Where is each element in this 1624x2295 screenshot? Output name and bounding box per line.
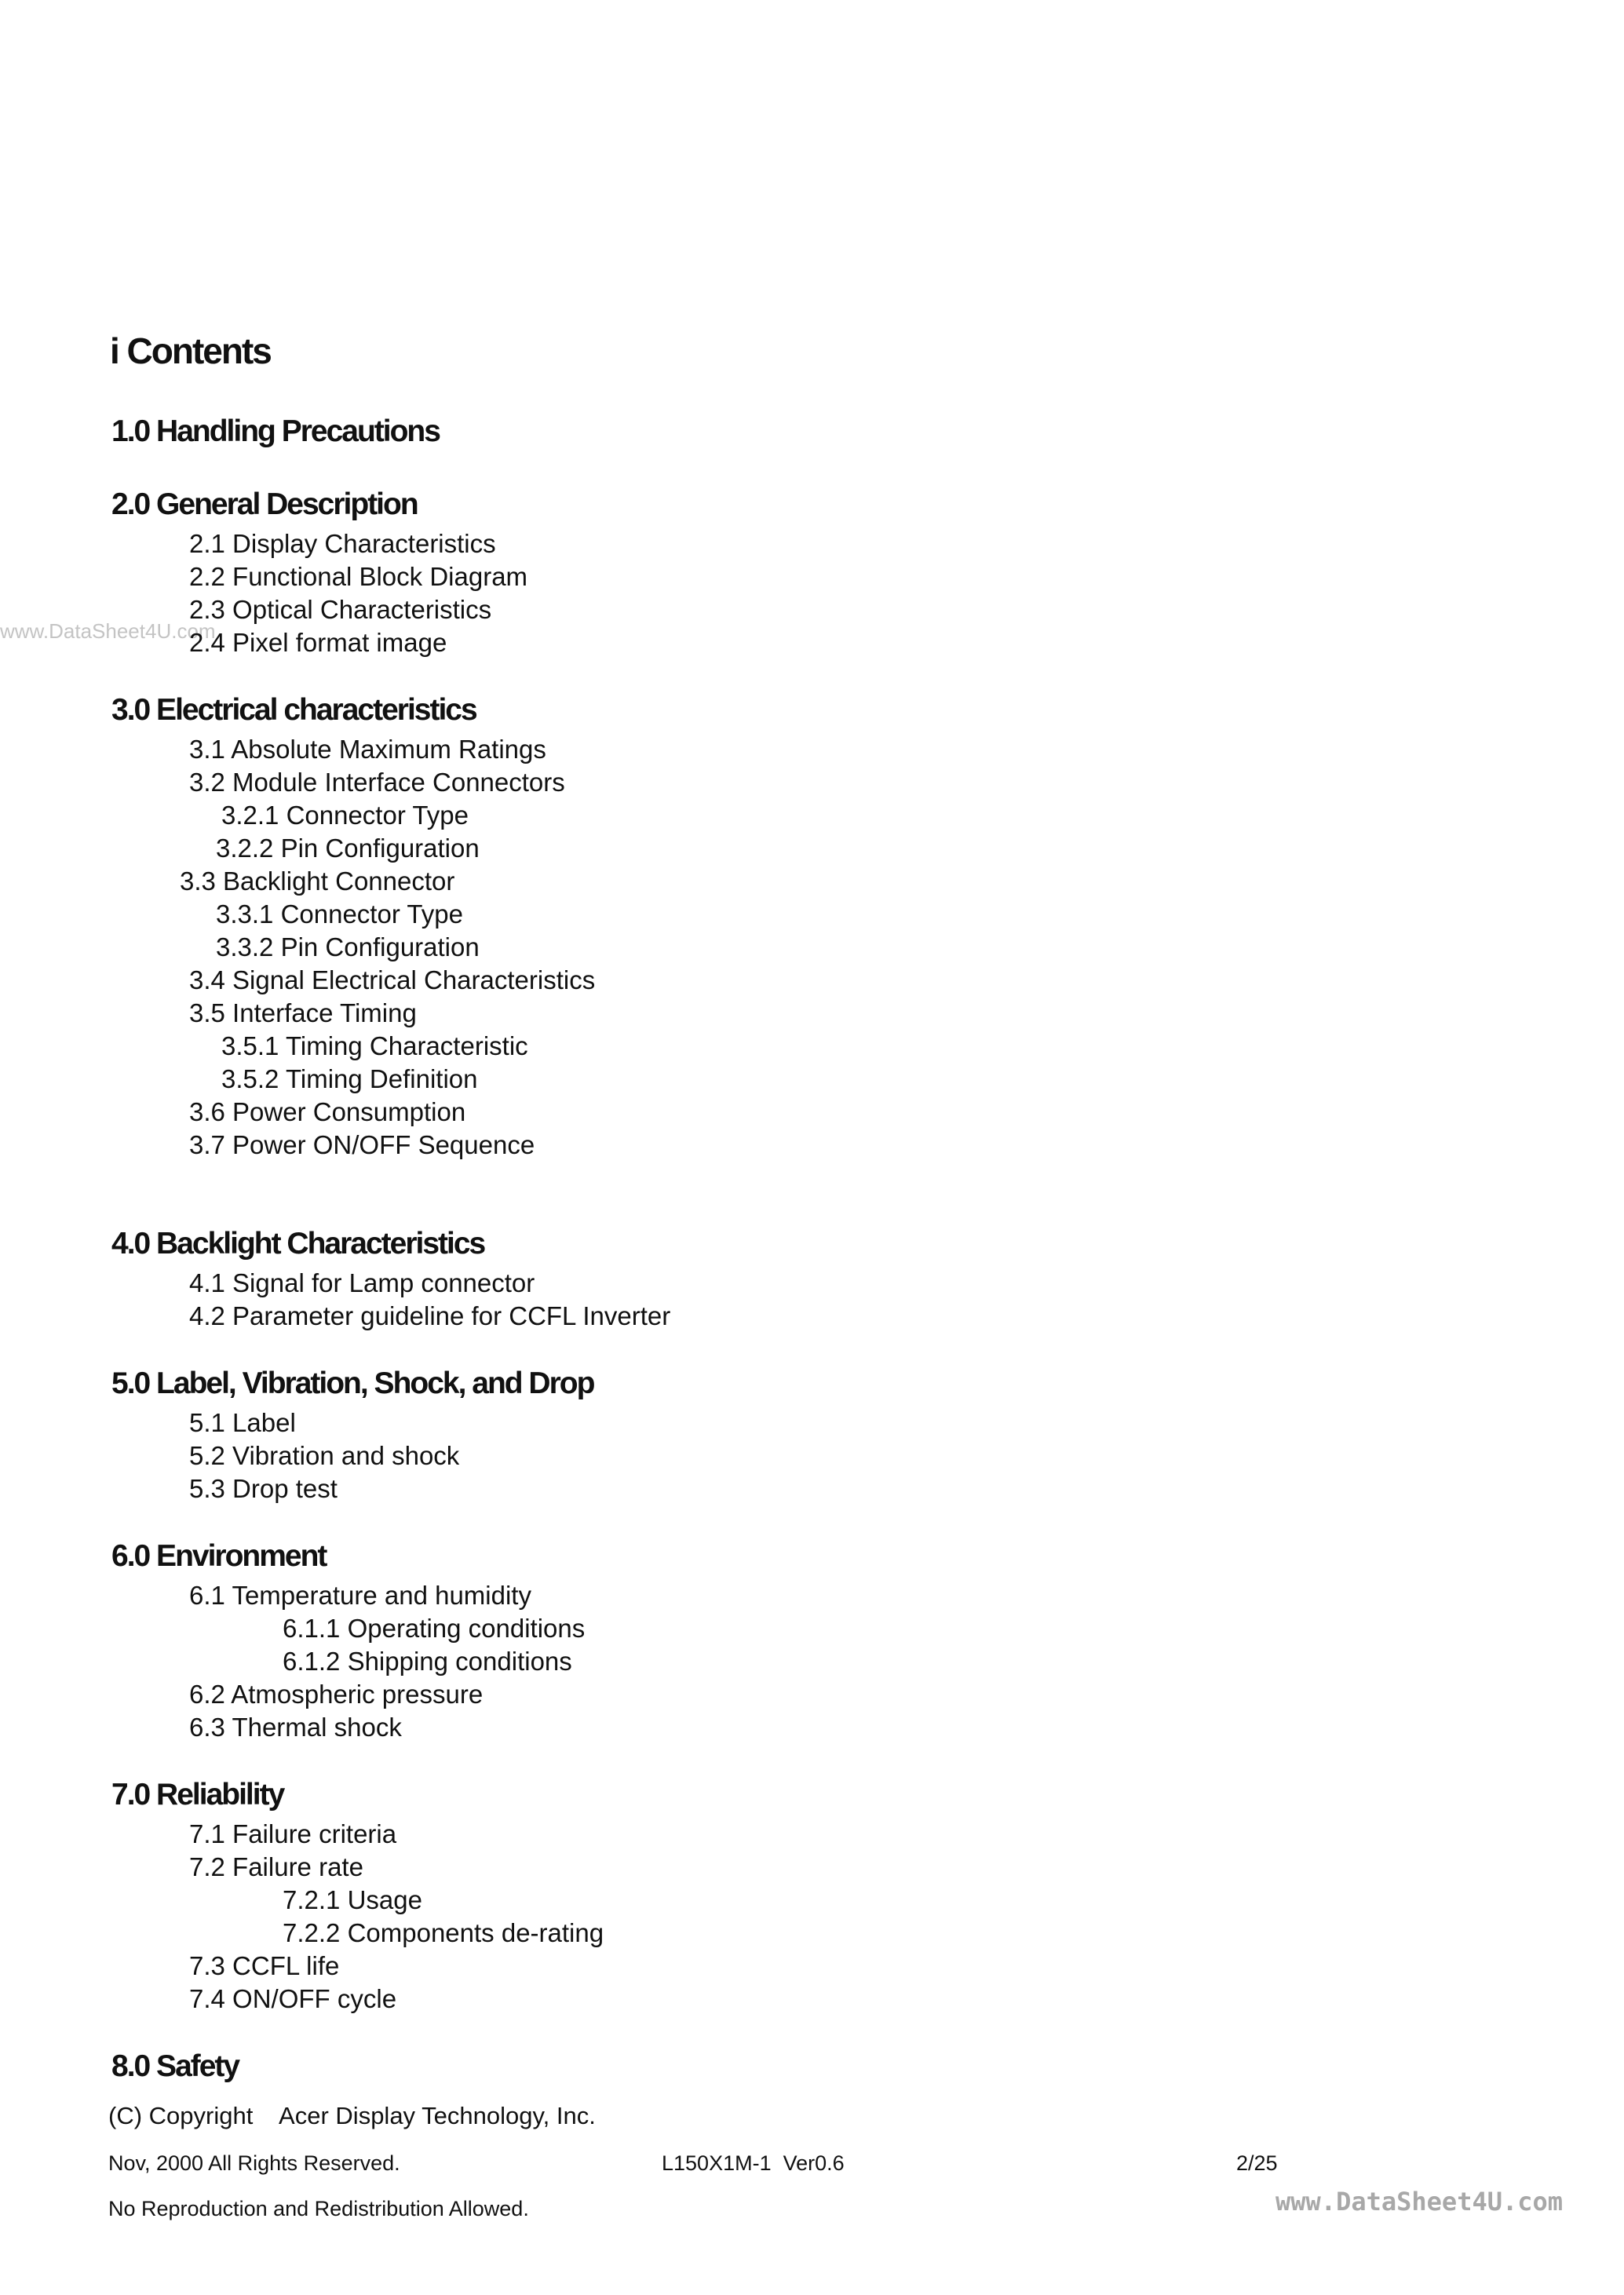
toc-item: 7.2.2 Components de-rating bbox=[283, 1918, 604, 1947]
toc-item: 7.1 Failure criteria bbox=[189, 1819, 397, 1848]
toc-item: 2.1 Display Characteristics bbox=[189, 529, 496, 558]
toc-item: 3.3 Backlight Connector bbox=[180, 867, 455, 896]
copyright-line: (C) Copyright Acer Display Technology, Inc. bbox=[108, 2102, 596, 2129]
toc-item: 3.5.2 Timing Definition bbox=[221, 1064, 478, 1093]
toc-item: 2.3 Optical Characteristics bbox=[189, 595, 492, 624]
toc-item: 7.2 Failure rate bbox=[189, 1852, 363, 1881]
toc-item: 6.1 Temperature and humidity bbox=[189, 1581, 531, 1610]
section-heading: 4.0 Backlight Characteristics bbox=[111, 1227, 485, 1261]
watermark-left: www.DataSheet4U.com bbox=[0, 619, 216, 643]
reproduction-line: No Reproduction and Redistribution Allowed. bbox=[108, 2197, 529, 2220]
toc-item: 3.2 Module Interface Connectors bbox=[189, 768, 565, 797]
section-heading: 1.0 Handling Precautions bbox=[111, 414, 440, 448]
toc-item: 3.5 Interface Timing bbox=[189, 998, 417, 1027]
rights-line: Nov, 2000 All Rights Reserved. bbox=[108, 2151, 400, 2175]
section-heading: 8.0 Safety bbox=[111, 2049, 239, 2083]
toc-item: 3.5.1 Timing Characteristic bbox=[221, 1031, 528, 1060]
toc-item: 3.2.1 Connector Type bbox=[221, 801, 469, 830]
toc-item: 7.2.1 Usage bbox=[283, 1885, 422, 1914]
toc-item: 4.1 Signal for Lamp connector bbox=[189, 1268, 535, 1297]
section-heading: 6.0 Environment bbox=[111, 1539, 327, 1573]
toc-item: 7.3 CCFL life bbox=[189, 1951, 340, 1980]
watermark-right: www.DataSheet4U.com bbox=[1275, 2187, 1564, 2217]
toc-item: 5.3 Drop test bbox=[189, 1474, 338, 1503]
toc-item: 3.3.2 Pin Configuration bbox=[216, 932, 480, 961]
section-heading: 5.0 Label, Vibration, Shock, and Drop bbox=[111, 1366, 594, 1400]
toc-item: 3.6 Power Consumption bbox=[189, 1097, 466, 1126]
toc-item: 3.2.2 Pin Configuration bbox=[216, 834, 480, 863]
section-heading: 3.0 Electrical characteristics bbox=[111, 693, 476, 727]
toc-item: 3.7 Power ON/OFF Sequence bbox=[189, 1130, 535, 1159]
toc-item: 3.1 Absolute Maximum Ratings bbox=[189, 735, 546, 764]
contents-title: i Contents bbox=[110, 330, 271, 371]
toc-item: 3.3.1 Connector Type bbox=[216, 899, 463, 929]
toc-item: 6.1.2 Shipping conditions bbox=[283, 1647, 572, 1676]
page-number: 2/25 bbox=[1236, 2151, 1278, 2175]
toc-item: 5.1 Label bbox=[189, 1408, 296, 1437]
toc-item: 7.4 ON/OFF cycle bbox=[189, 1984, 397, 2013]
model-version: L150X1M-1 Ver0.6 bbox=[662, 2151, 845, 2175]
toc-item: 3.4 Signal Electrical Characteristics bbox=[189, 965, 596, 994]
toc-item: 6.2 Atmospheric pressure bbox=[189, 1680, 484, 1709]
toc-item: 6.3 Thermal shock bbox=[189, 1713, 402, 1742]
toc-item: 6.1.1 Operating conditions bbox=[283, 1614, 586, 1643]
section-heading: 2.0 General Description bbox=[111, 487, 418, 521]
toc-item: 4.2 Parameter guideline for CCFL Inverter bbox=[189, 1301, 671, 1330]
section-heading: 7.0 Reliability bbox=[111, 1778, 284, 1812]
toc-item: 2.4 Pixel format image bbox=[189, 628, 447, 657]
toc-item: 5.2 Vibration and shock bbox=[189, 1441, 460, 1470]
toc-item: 2.2 Functional Block Diagram bbox=[189, 562, 528, 591]
